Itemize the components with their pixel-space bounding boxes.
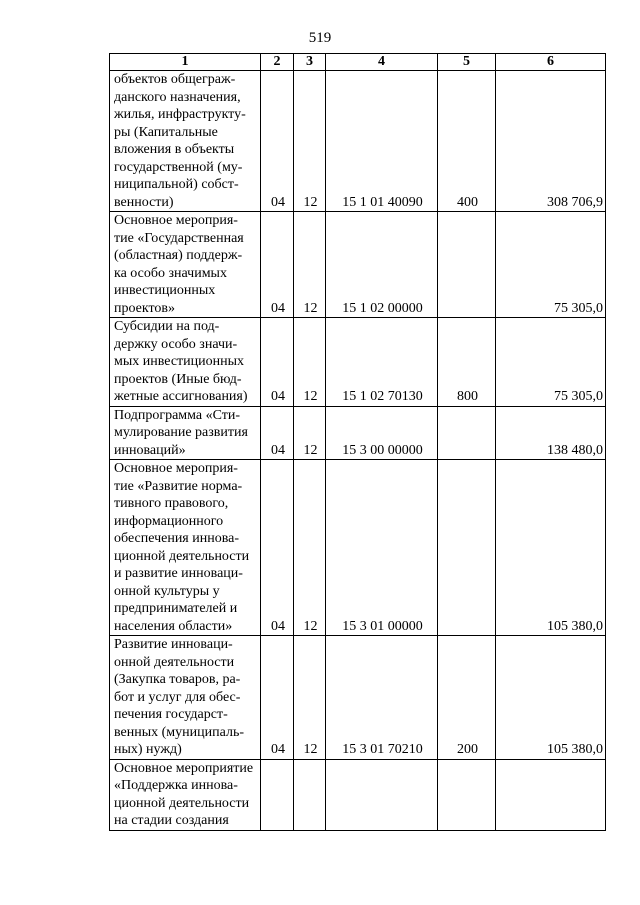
amount-cell: 105 380,0 <box>496 636 606 760</box>
target-article-cell: 15 1 02 70130 <box>326 318 438 407</box>
row-name-line: ры (Капитальные <box>114 124 218 140</box>
column-header-3: 3 <box>294 54 326 71</box>
row-name-line: мулирование развития <box>114 425 248 440</box>
target-article-cell: 15 3 01 70210 <box>326 636 438 760</box>
section-cell: 04 <box>261 71 294 212</box>
expense-type-cell: 800 <box>438 318 496 407</box>
subsection-cell: 12 <box>294 636 326 760</box>
row-name-line: инвестиционных <box>114 283 216 298</box>
column-header-5: 5 <box>438 54 496 71</box>
subsection-cell: 12 <box>294 71 326 212</box>
expense-type-cell <box>438 759 496 830</box>
row-name-line: Подпрограмма «Сти- <box>114 407 241 423</box>
row-name-line: онной культуры у <box>114 583 220 599</box>
budget-table <box>109 53 606 831</box>
row-name-line: ционной деятельности <box>114 548 250 564</box>
page-number: 519 <box>308 30 332 46</box>
row-name-line: венности) <box>114 194 174 210</box>
row-name-line: объектов общеграж- <box>114 72 236 87</box>
row-name-line: вложения в объекты <box>114 142 235 157</box>
section-cell: 04 <box>261 318 294 407</box>
row-name-line: тивного правового, <box>114 496 229 511</box>
amount-cell: 308 706,9 <box>496 71 606 212</box>
table-row <box>110 460 606 636</box>
row-name-line: государственной (му- <box>114 159 243 175</box>
expense-type-cell <box>438 212 496 318</box>
section-cell: 04 <box>261 636 294 760</box>
subsection-cell: 12 <box>294 212 326 318</box>
row-name-cell <box>110 71 261 212</box>
row-name-line: ционной деятельности <box>114 795 250 811</box>
amount-cell: 75 305,0 <box>496 212 606 318</box>
target-article-cell: 15 3 01 00000 <box>326 460 438 636</box>
table-body <box>110 71 606 831</box>
amount-cell <box>496 759 606 830</box>
expense-type-cell: 200 <box>438 636 496 760</box>
target-article-cell: 15 3 00 00000 <box>326 406 438 460</box>
subsection-cell <box>294 759 326 830</box>
row-name-line: тие «Государственная <box>114 230 244 246</box>
amount-cell: 75 305,0 <box>496 318 606 407</box>
subsection-cell: 12 <box>294 318 326 407</box>
row-name-line: инноваций» <box>114 442 186 458</box>
expense-type-cell: 400 <box>438 71 496 212</box>
row-name-cell <box>110 460 261 636</box>
table-row <box>110 212 606 318</box>
column-header-4: 4 <box>326 54 438 71</box>
row-name-line: проектов» <box>114 300 176 316</box>
row-name-line: онной деятельности <box>114 654 235 670</box>
row-name-line: ниципальной) собст- <box>114 177 239 192</box>
row-name-line: обеспечения иннова- <box>114 531 240 546</box>
table-row <box>110 636 606 760</box>
row-name-line: информационного <box>114 513 224 529</box>
row-name-line: Основное мероприя- <box>114 461 238 476</box>
subsection-cell: 12 <box>294 406 326 460</box>
row-name-line: мых инвестиционных <box>114 354 245 369</box>
row-name-line: населения области» <box>114 618 233 634</box>
section-cell <box>261 759 294 830</box>
table-header-row <box>110 54 606 71</box>
row-name-line: (Закупка товаров, ра- <box>114 672 241 687</box>
row-name-line: печения государст- <box>114 707 228 722</box>
subsection-cell: 12 <box>294 460 326 636</box>
row-name-line: тие «Развитие норма- <box>114 478 243 494</box>
row-name-line: (областная) поддерж- <box>114 248 243 263</box>
section-cell: 04 <box>261 406 294 460</box>
row-name-line: проектов (Иные бюд- <box>114 371 242 387</box>
target-article-cell <box>326 759 438 830</box>
row-name-cell <box>110 406 261 460</box>
expense-type-cell <box>438 460 496 636</box>
row-name-line: держку особо значи- <box>114 336 238 352</box>
table-row <box>110 406 606 460</box>
column-header-1: 1 <box>110 54 261 71</box>
row-name-line: предпринимателей и <box>114 601 238 616</box>
amount-cell: 105 380,0 <box>496 460 606 636</box>
row-name-cell <box>110 759 261 830</box>
row-name-line: «Поддержка иннова- <box>114 778 238 793</box>
table-row <box>110 71 606 212</box>
row-name-line: ка особо значимых <box>114 265 227 281</box>
column-header-6: 6 <box>496 54 606 71</box>
column-header-2: 2 <box>261 54 294 71</box>
row-name-line: Развитие инноваци- <box>114 637 233 652</box>
section-cell: 04 <box>261 460 294 636</box>
row-name-cell <box>110 318 261 407</box>
row-name-line: Основное мероприя- <box>114 213 238 228</box>
row-name-line: и развитие инноваци- <box>114 566 243 581</box>
row-name-line: жетные ассигнования) <box>114 389 248 404</box>
row-name-line: венных (муниципаль- <box>114 724 244 740</box>
row-name-line: бот и услуг для обес- <box>114 689 241 705</box>
table-row <box>110 318 606 407</box>
row-name-line: данского назначения, <box>114 89 241 105</box>
row-name-cell <box>110 212 261 318</box>
row-name-line: Основное мероприятие <box>114 760 254 776</box>
table-row <box>110 759 606 830</box>
expense-type-cell <box>438 406 496 460</box>
target-article-cell: 15 1 01 40090 <box>326 71 438 212</box>
target-article-cell: 15 1 02 00000 <box>326 212 438 318</box>
row-name-line: на стадии создания <box>114 813 229 828</box>
row-name-cell <box>110 636 261 760</box>
row-name-line: жилья, инфраструкту- <box>114 107 246 122</box>
amount-cell: 138 480,0 <box>496 406 606 460</box>
row-name-line: Субсидии на под- <box>114 319 220 334</box>
row-name-line: ных) нужд) <box>114 742 182 757</box>
section-cell: 04 <box>261 212 294 318</box>
